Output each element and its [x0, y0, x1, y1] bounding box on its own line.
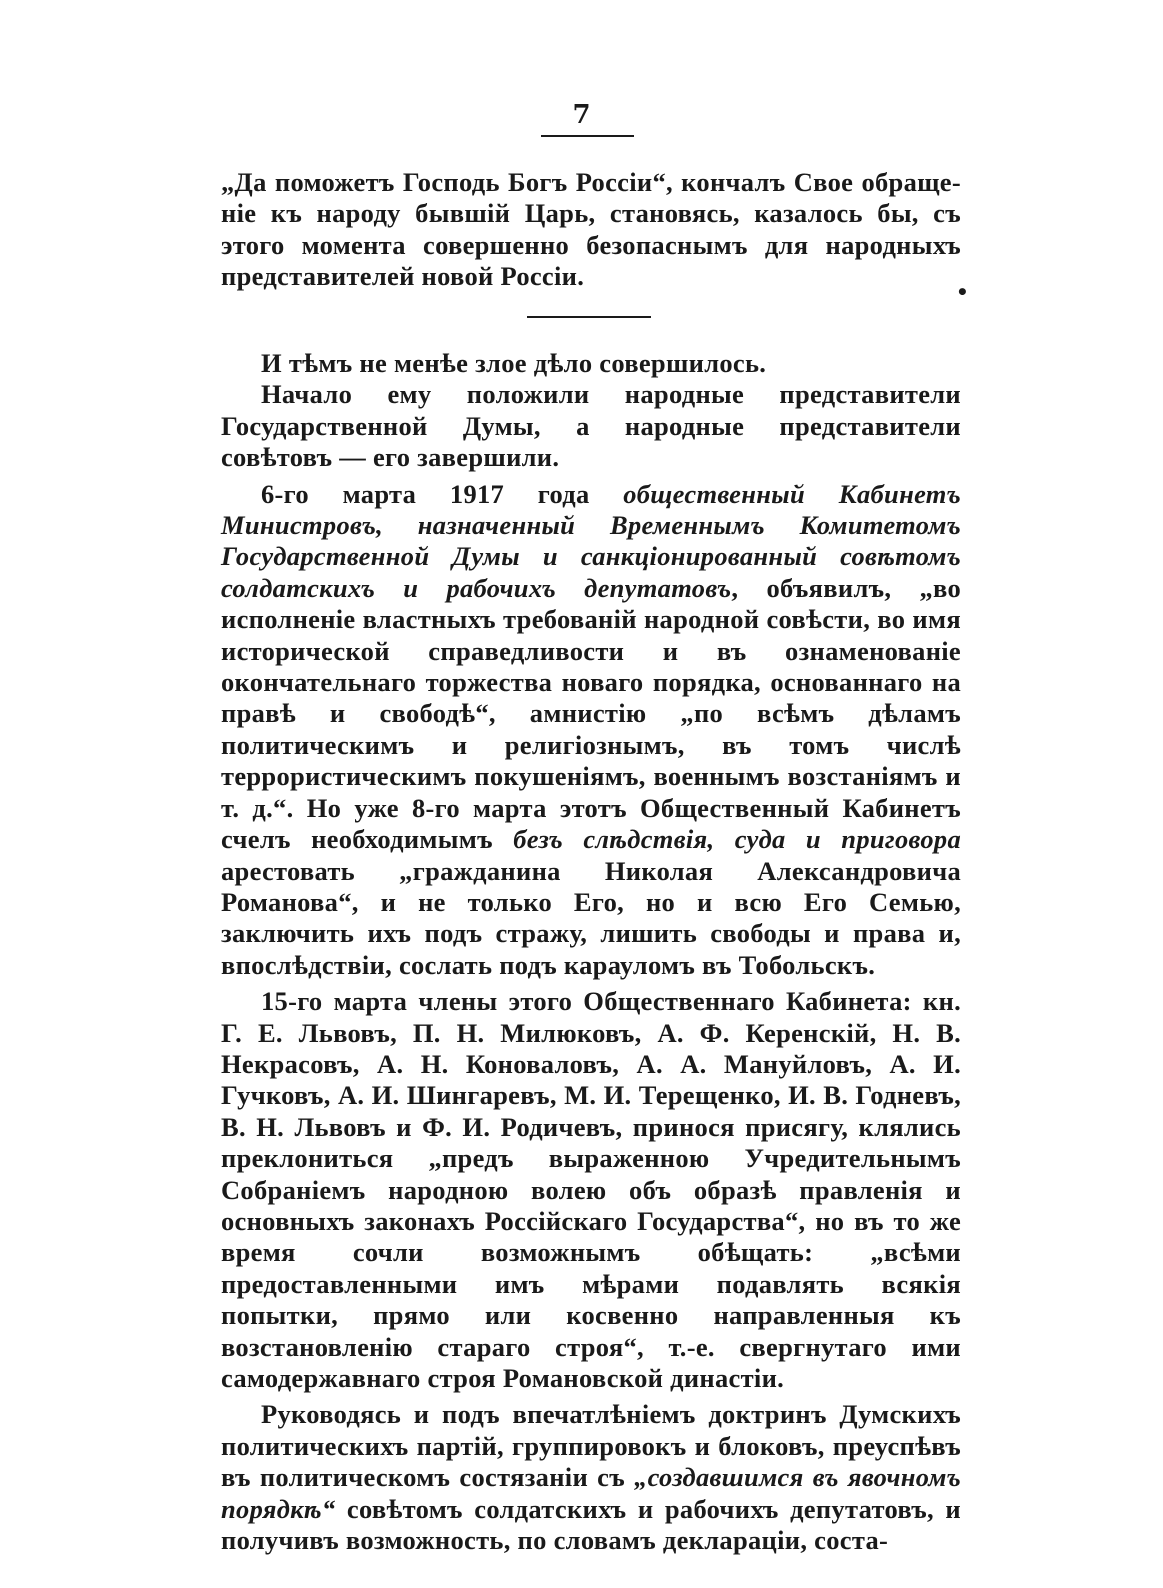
- section-divider: [527, 316, 651, 318]
- main-text: [221, 348, 961, 1556]
- italic-span: безъ слѣдствiя, суда и приговора: [513, 824, 961, 855]
- paragraph: [221, 479, 961, 982]
- text-span: 15-го марта члены этого Общественнаго Кабинета: кн. Г. Е. Львовъ, П. Н. Милюковъ, А. Ф. Керенскiй, Н. В. Некрасовъ, А. Н. Коноваловъ, А. А. Мануйловъ, А. И. Гучковъ, А. И. Шингаревъ, М. И. Терещенко, И. В. Годневъ, В. Н. Львовъ и Ф. И. Родичевъ, принося присягу, клялись преклониться „предъ выраженною Учредительнымъ Собранiемъ народною волею объ образѣ правленiя и основныхъ законахъ Россiйскаго Государства“, но въ то же время сочли возможнымъ обѣщать: „всѣми предоставленными имъ мѣрами подавлять всякiя попытки, прямо или косвенно направленныя къ возстановленiю стараго строя“, т.-е. свергнутаго ими самодержавнаго строя Романовской династiи.: [221, 986, 961, 1393]
- text-span: И тѣмъ не менѣе злое дѣло совершилось.: [261, 348, 767, 378]
- text-span: 6-го марта 1917 года: [261, 478, 624, 509]
- text-span: , объявилъ, „во исполненiе властныхъ требованiй народной совѣсти, во имя исторической справедливости и въ ознаменованiе окончательнаго торжества новаго порядка, основаннаго на правѣ и свободѣ“, амнистiю „по всѣмъ дѣламъ политическимъ и религiознымъ, въ томъ числѣ террористическимъ покушенiямъ, военнымъ возстанiямъ и т. д.“. Но уже 8-го марта этотъ Общественный Кабинетъ счелъ необходимымъ: [221, 572, 961, 855]
- opening-quote: [221, 167, 961, 293]
- italic-span: общественный Кабинетъ Министровъ, назначенный Временнымъ Комитетомъ Государственной Думы и санкцiонированный совѣтомъ солдатскихъ и рабочихъ депутатовъ: [221, 478, 961, 603]
- paragraph: [221, 1399, 961, 1556]
- text-span: арестовать „гражданина Николая Александровича Романова“, и не только Его, но и всю Его Семью, заключить ихъ подъ стражу, лишить свободы и права и, впослѣдствiи, сослать подъ карауломъ въ Тобольскъ.: [221, 855, 961, 980]
- quote-line: „Да поможетъ Господь Богъ Россiи“, кончалъ Свое обраще-: [221, 167, 961, 197]
- page-number: 7: [572, 100, 591, 130]
- quote-line: нiе къ народу бывшiй Царь, становясь, казалось бы, съ: [221, 198, 961, 229]
- text-span: совѣтомъ солдатскихъ и рабочихъ депутатовъ, и получивъ возможность, по словамъ декларацiи, соста-: [221, 1493, 961, 1556]
- text-span: Руководясь и подъ впечатлѣнiемъ доктринъ Думскихъ политическихъ партiй, группировокъ и блоковъ, преуспѣвъ въ политическомъ состязанiи съ: [221, 1399, 961, 1493]
- text-span: Начало ему положили народные представители Государственной Думы, а народные представители совѣтовъ — его завершили.: [221, 379, 961, 473]
- print-speck: •: [956, 280, 969, 304]
- paragraph: [221, 379, 961, 473]
- paragraph: [221, 986, 961, 1394]
- quote-line: этого момента совершенно безопаснымъ для народныхъ: [221, 229, 961, 260]
- page-number-underline: [541, 135, 634, 137]
- italic-span: „создавшимся въ явочномъ порядкѣ“: [221, 1462, 961, 1524]
- quote-line: представителей новой Россiи.: [221, 261, 585, 292]
- paragraph: [221, 348, 961, 379]
